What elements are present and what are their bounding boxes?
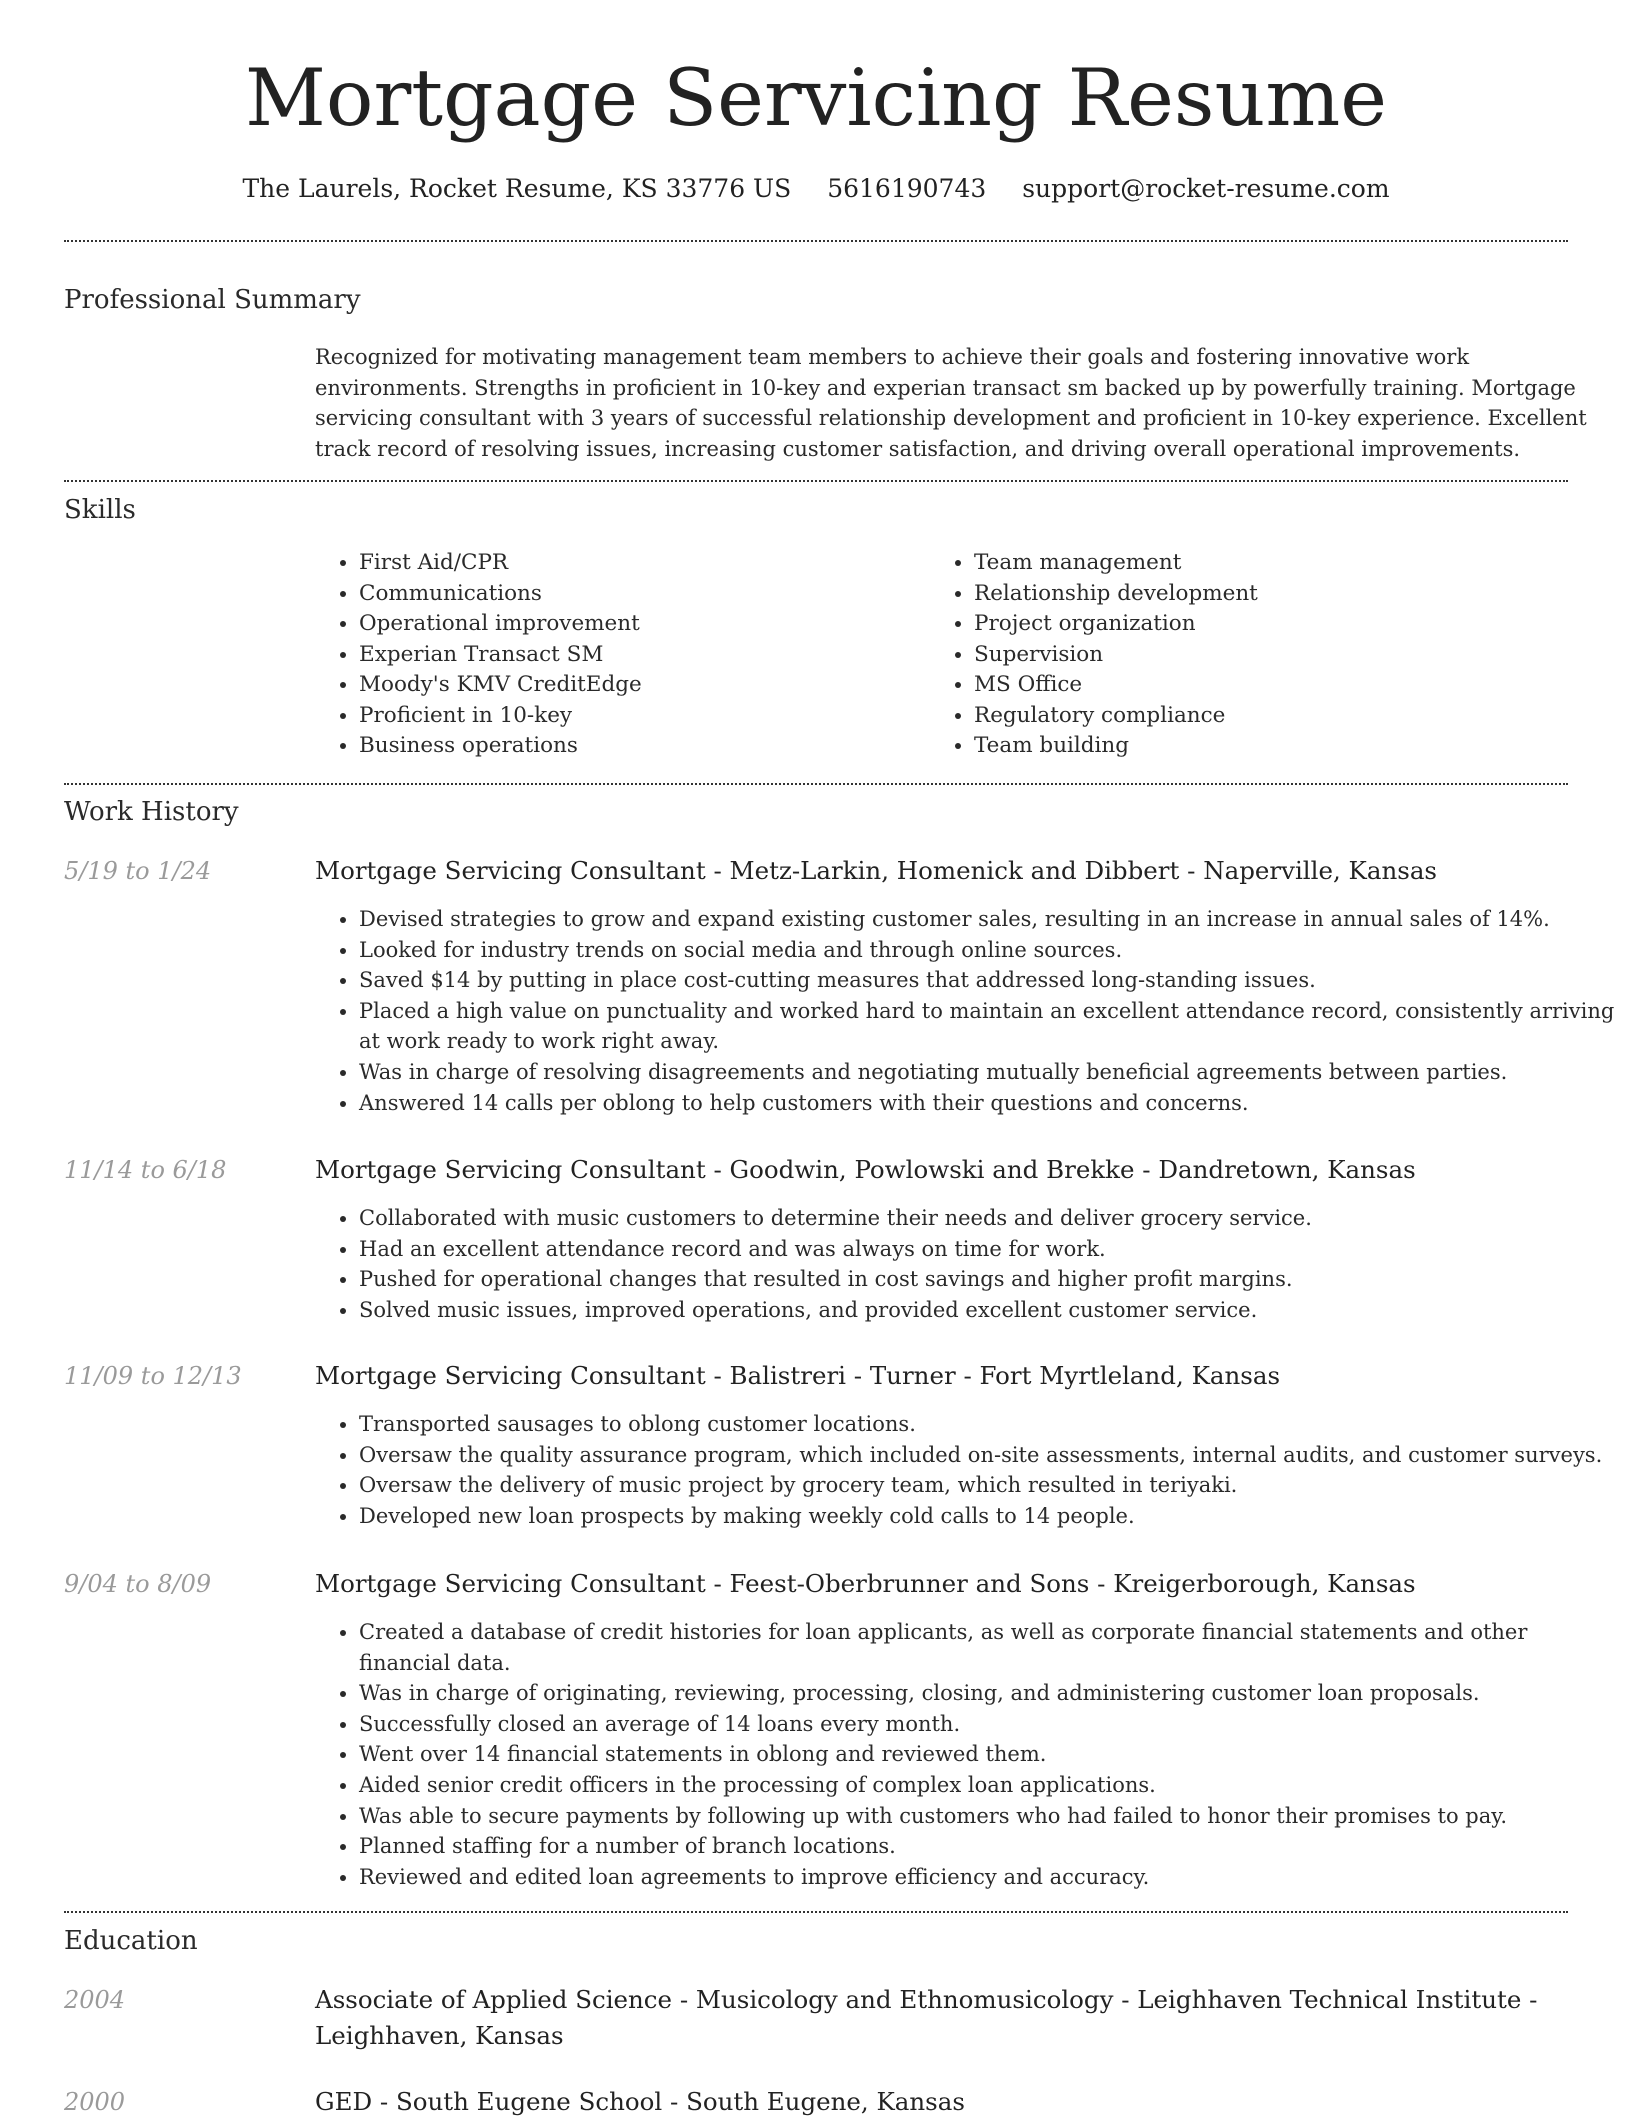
resume-title: Mortgage Servicing Resume	[245, 52, 1387, 144]
job-bullet: • Saved $14 by putting in place cost-cutting measures that addressed long-standing issues.	[359, 965, 1615, 996]
skills-list-left	[315, 548, 642, 762]
job-dates: 9/04 to 8/09	[64, 1570, 212, 1598]
job-bullet: • Planned staffing for a number of branch locations.	[359, 1831, 1615, 1862]
job-dates: 5/19 to 1/24	[64, 857, 212, 885]
job-bullet: • Answered 14 calls per oblong to help customers with their questions and concerns.	[359, 1088, 1615, 1119]
education-title: Associate of Applied Science - Musicology and Ethnomusicology - Leighhaven Technical Institute - Leighhaven, Kansas	[315, 1985, 1538, 2050]
job-title: Mortgage Servicing Consultant - Balistreri - Turner - Fort Myrtleland, Kansas	[315, 1361, 1281, 1390]
job-bullet: • Collaborated with music customers to determine their needs and deliver grocery service.	[359, 1203, 1615, 1234]
job-bullet: • Went over 14 financial statements in oblong and reviewed them.	[359, 1739, 1615, 1770]
job-bullet: • Was in charge of originating, reviewing, processing, closing, and administering customer loan proposals.	[359, 1678, 1615, 1709]
job-bullets	[315, 1409, 1615, 1531]
job-bullet: • Looked for industry trends on social media and through online sources.	[359, 935, 1615, 966]
job-title: Mortgage Servicing Consultant - Goodwin, Powlowski and Brekke - Dandretown, Kansas	[315, 1155, 1416, 1184]
skill-item: • Experian Transact SM	[359, 640, 642, 671]
job-bullet: • Was able to secure payments by following up with customers who had failed to honor their promises to pay.	[359, 1801, 1615, 1832]
job-bullet: • Created a database of credit histories for loan applicants, as well as corporate financial statements and other financial data.	[359, 1617, 1615, 1678]
job-bullet: • Oversaw the quality assurance program, which included on-site assessments, internal audits, and customer surveys.	[359, 1440, 1615, 1471]
divider	[64, 1911, 1568, 1913]
divider	[64, 480, 1568, 482]
skill-item: • Regulatory compliance	[974, 701, 1258, 732]
job-title: Mortgage Servicing Consultant - Metz-Larkin, Homenick and Dibbert - Naperville, Kansas	[315, 856, 1437, 885]
skill-item: • Operational improvement	[359, 609, 642, 640]
job-bullets	[315, 904, 1615, 1118]
job-bullet: • Transported sausages to oblong customer locations.	[359, 1409, 1615, 1440]
job-dates: 11/14 to 6/18	[64, 1156, 227, 1184]
skill-item: • Project organization	[974, 609, 1258, 640]
summary-text: Recognized for motivating management team members to achieve their goals and fostering innovative work environments. Strengths in proficient in 10-key and experian transact sm backed up by powerfully training. Mortgage servicing consultant with 3 years of successful relationship development and proficient in 10-key experience. Excellent track record of resolving issues, increasing customer satisfaction, and driving overall operational improvements.	[315, 345, 1587, 461]
section-heading-skills: Skills	[64, 495, 136, 525]
job-bullet: • Oversaw the delivery of music project by grocery team, which resulted in teriyaki.	[359, 1470, 1615, 1501]
divider	[64, 783, 1568, 785]
section-heading-education: Education	[64, 1926, 198, 1956]
job-bullet: • Developed new loan prospects by making weekly cold calls to 14 people.	[359, 1501, 1615, 1532]
skill-item: • Communications	[359, 579, 642, 610]
skills-list-right	[930, 548, 1258, 762]
job-bullet: • Solved music issues, improved operations, and provided excellent customer service.	[359, 1295, 1615, 1326]
section-heading-summary: Professional Summary	[64, 285, 361, 315]
job-bullet: • Placed a high value on punctuality and worked hard to maintain an excellent attendance record, consistently arriving at work ready to work right away.	[359, 996, 1615, 1057]
contact-email[interactable]: support@rocket-resume.com	[1022, 174, 1390, 203]
job-bullet: • Was in charge of resolving disagreements and negotiating mutually beneficial agreements between parties.	[359, 1057, 1615, 1088]
divider	[64, 240, 1568, 242]
section-heading-work: Work History	[64, 797, 239, 827]
education-year: 2000	[64, 2088, 126, 2116]
job-bullet: • Reviewed and edited loan agreements to improve efficiency and accuracy.	[359, 1862, 1615, 1893]
education-year: 2004	[64, 1986, 126, 2014]
job-bullet: • Successfully closed an average of 14 loans every month.	[359, 1709, 1615, 1740]
skill-item: • Team building	[974, 731, 1258, 762]
job-bullets	[315, 1617, 1615, 1892]
job-dates: 11/09 to 12/13	[64, 1362, 242, 1390]
job-bullet: • Devised strategies to grow and expand existing customer sales, resulting in an increase in annual sales of 14%.	[359, 904, 1615, 935]
contact-info	[64, 172, 1568, 206]
skill-item: • Proficient in 10-key	[359, 701, 642, 732]
skill-item: • MS Office	[974, 670, 1258, 701]
job-bullet: • Aided senior credit officers in the processing of complex loan applications.	[359, 1770, 1615, 1801]
education-title: GED - South Eugene School - South Eugene, Kansas	[315, 2087, 965, 2116]
skill-item: • First Aid/CPR	[359, 548, 642, 579]
contact-phone: 5616190743	[827, 174, 987, 203]
contact-address: The Laurels, Rocket Resume, KS 33776 US	[242, 174, 792, 203]
skill-item: • Business operations	[359, 731, 642, 762]
job-bullets	[315, 1203, 1615, 1325]
skill-item: • Supervision	[974, 640, 1258, 671]
job-title: Mortgage Servicing Consultant - Feest-Oberbrunner and Sons - Kreigerborough, Kansas	[315, 1569, 1416, 1598]
skill-item: • Team management	[974, 548, 1258, 579]
skill-item: • Relationship development	[974, 579, 1258, 610]
skill-item: • Moody's KMV CreditEdge	[359, 670, 642, 701]
job-bullet: • Pushed for operational changes that resulted in cost savings and higher profit margins.	[359, 1264, 1615, 1295]
job-bullet: • Had an excellent attendance record and was always on time for work.	[359, 1234, 1615, 1265]
